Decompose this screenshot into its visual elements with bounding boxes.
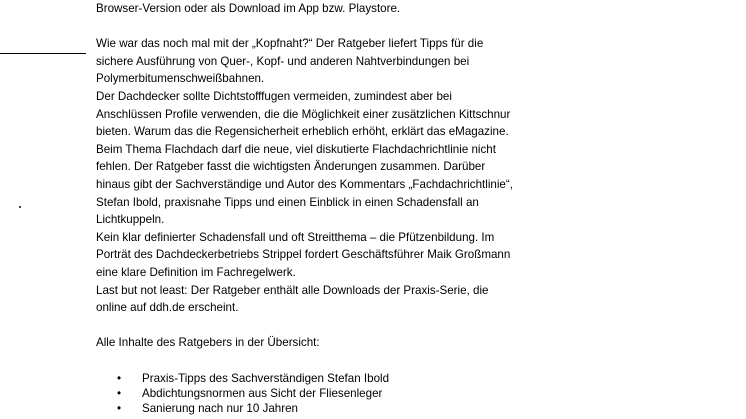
- body-line: online auf ddh.de erscheint.: [96, 301, 239, 315]
- body-line: eine klare Definition im Fachregelwerk.: [96, 265, 296, 279]
- list-item-text: Praxis-Tipps des Sachverständigen Stefan Ibold: [142, 372, 390, 385]
- list-item-text: Abdichtungsnormen aus Sicht der Fliesenleger: [142, 386, 383, 400]
- body-line: Beim Thema Flachdach darf die neue, viel diskutierte Flachdachrichtlinie nicht: [96, 142, 496, 156]
- margin-rule-line: [0, 53, 86, 54]
- body-line: fehlen. Der Ratgeber fasst die wichtigsten Änderungen zusammen. Darüber: [96, 160, 486, 174]
- list-item: [96, 387, 736, 402]
- intro-tail-line: Browser-Version oder als Download im App bzw. Playstore.: [96, 2, 401, 15]
- body-line: Anschlüssen Profile verwenden, die die Möglichkeit einer zusätzlichen Kittschnur: [96, 107, 511, 121]
- overview-list: [96, 372, 736, 416]
- overview-heading: Alle Inhalte des Ratgebers in der Übersicht:: [96, 336, 320, 350]
- body-line: Stefan Ibold, praxisnahe Tipps und einen Einblick in einen Schadensfall an: [96, 195, 479, 209]
- body-line: sichere Ausführung von Quer-, Kopf- und anderen Nahtverbindungen bei: [96, 54, 470, 68]
- body-line: hinaus gibt der Sachverständige und Autor des Kommentars „Fachdachrichtlinie“,: [96, 177, 513, 191]
- list-item: [96, 372, 736, 387]
- body-line: Der Dachdecker sollte Dichtstofffugen vermeiden, zumindest aber bei: [96, 89, 452, 103]
- paragraph-gap: [96, 317, 736, 335]
- body-line: Last but not least: Der Ratgeber enthält alle Downloads der Praxis-Serie, die: [96, 283, 489, 297]
- bullet-marker: •: [117, 372, 122, 385]
- body-line: Polymerbitumenschweißbahnen.: [96, 72, 265, 86]
- body-line: Kein klar definierter Schadensfall und oft Streitthema – die Pfützenbildung. Im: [96, 230, 495, 244]
- list-item: [96, 402, 736, 417]
- body-line: Lichtkuppeln.: [96, 213, 165, 227]
- body-line: Porträt des Dachdeckerbetriebs Strippel fordert Geschäftsführer Maik Großmann: [96, 248, 511, 262]
- article-paragraphs: [96, 35, 736, 317]
- document-body: [96, 0, 736, 352]
- body-line: Wie war das noch mal mit der „Kopfnaht?“ Der Ratgeber liefert Tipps für die: [96, 37, 484, 51]
- list-item-text: Sanierung nach nur 10 Jahren: [142, 401, 298, 415]
- margin-dot-marker: [19, 206, 21, 208]
- paragraph-gap: [96, 18, 736, 36]
- body-line: bieten. Warum das die Regensicherheit erheblich erhöht, erklärt das eMagazine.: [96, 125, 509, 139]
- bullet-marker: •: [117, 386, 122, 400]
- bullet-marker: •: [117, 401, 122, 415]
